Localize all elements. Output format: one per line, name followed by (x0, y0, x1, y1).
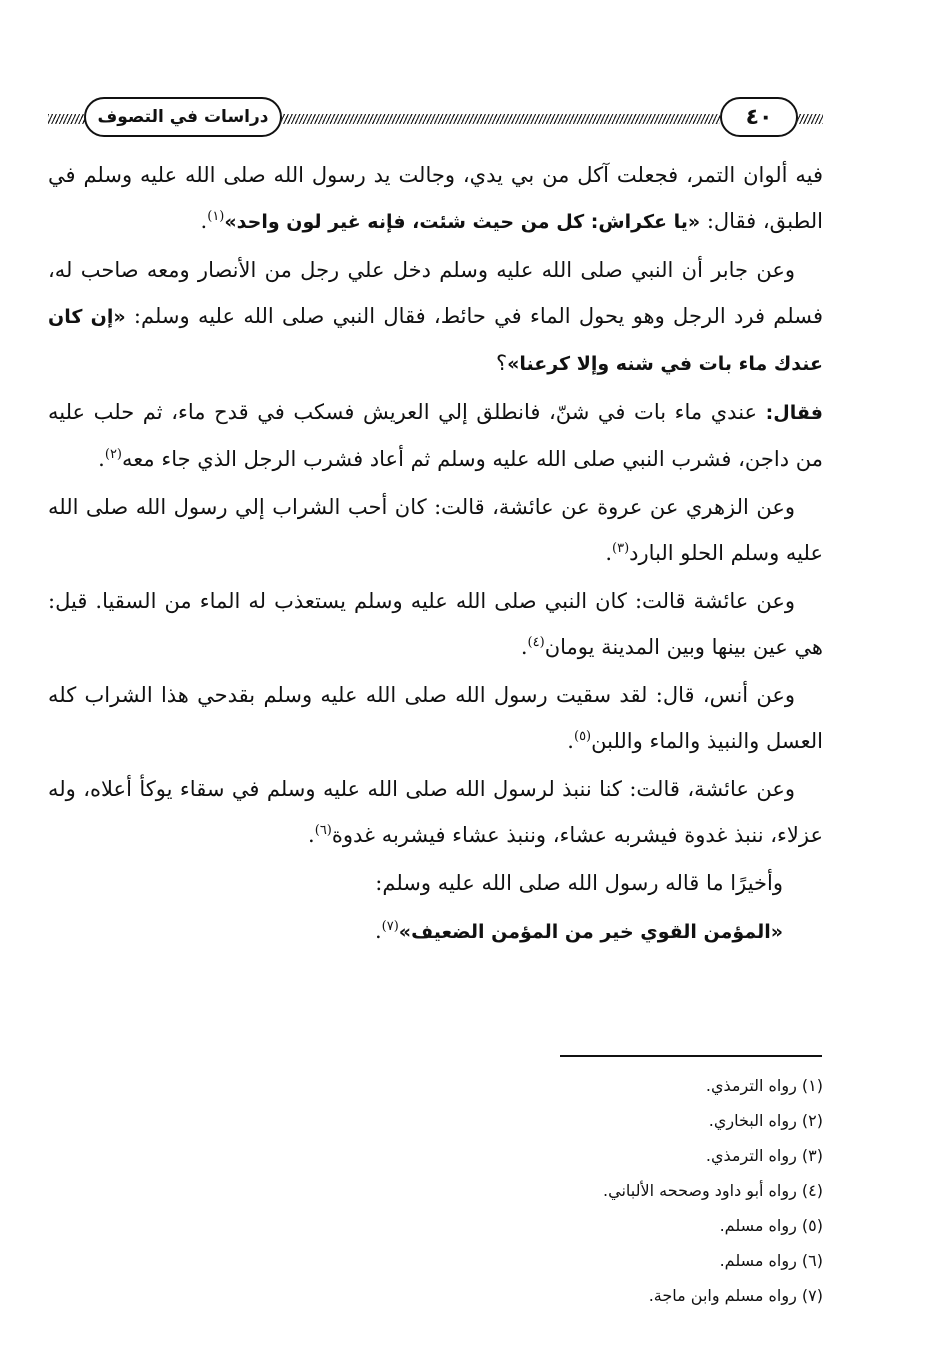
header-ornament-middle (280, 114, 720, 124)
footnote-ref: (١) (207, 209, 225, 224)
body-text (48, 152, 823, 957)
body-text-segment: ؟ (495, 351, 508, 375)
body-text-segment: وأخيرًا ما قاله رسول الله صلى الله عليه وسلم: (375, 871, 783, 895)
footnote-ref: (٤) (527, 635, 545, 650)
footnote-ref: (٢) (104, 447, 122, 462)
page-number: ٤٠ (745, 104, 773, 130)
quote-text: فقال: (765, 402, 823, 424)
body-text-segment: وعن عائشة قالت: كان النبي صلى الله عليه وسلم يستعذب له الماء من السقيا. قيل: هي عين بينها وبين المدينة يومان (48, 589, 823, 659)
quote-text: «إن كان عندك ماء بات في شنه وإلا كرعنا» (48, 306, 823, 375)
footnote-ref: (٧) (381, 919, 399, 934)
footnote-item: (٤) رواه أبو داود وصححه الألباني. (603, 1181, 823, 1200)
body-text-segment: . (374, 919, 382, 943)
footnote-item: (٥) رواه مسلم. (719, 1216, 823, 1235)
footnote-item: (٣) رواه الترمذي. (705, 1146, 823, 1165)
paragraph (48, 908, 823, 955)
book-title: دراسات في التصوف (97, 107, 269, 127)
body-text-segment: وعن عائشة، قالت: كنا ننبذ لرسول الله صلى الله عليه وسلم في سقاء يوكأ أعلاه، وله عزلاء، ننبذ غدوة فيشربه عشاء، وننبذ عشاء فيشربه غدوة (48, 777, 823, 847)
footnote-ref: (٦) (314, 823, 332, 838)
body-text-segment: . (567, 729, 574, 753)
body-text-segment: . (520, 635, 528, 659)
paragraph (48, 152, 823, 245)
footnote-separator (560, 1055, 822, 1057)
body-text-segment: وعن جابر أن النبي صلى الله عليه وسلم دخل علي رجل من الأنصار ومعه صاحب له، فسلم فرد الرجل وهو يحول الماء في حائط، فقال النبي صلى الله عليه وسلم: (48, 258, 823, 328)
body-text-segment: . (308, 823, 315, 847)
page-header (48, 92, 823, 142)
header-ornament-left (48, 114, 86, 124)
paragraph (48, 766, 823, 858)
book-title-frame (84, 97, 282, 137)
footnote-ref: (٣) (612, 541, 630, 556)
body-text-segment: . (200, 209, 208, 233)
paragraph (48, 578, 823, 670)
footnote-item: (١) رواه الترمذي. (705, 1076, 823, 1095)
paragraph (48, 860, 823, 906)
body-text-segment: عندي ماء بات في شنّ، فانطلق إلي العريش فسكب في قدح ماء، ثم حلب عليه من داجن، فشرب النبي صلى الله عليه وسلم ثم أعاد فشرب الرجل الذي جاء معه (48, 400, 823, 471)
quote-text: «يا عكراش: كل من حيث شئت، فإنه غير لون واحد» (224, 211, 701, 233)
body-text-segment: . (98, 447, 105, 471)
footnote-ref: (٥) (573, 729, 592, 744)
body-text-segment: وعن أنس، قال: لقد سقيت رسول الله صلى الله عليه وسلم بقدحي هذا الشراب كله العسل والنبيذ والماء واللبن (48, 683, 823, 753)
quote-text: «المؤمن القوي خير من المؤمن الضعيف» (398, 921, 783, 943)
footnotes (48, 1068, 823, 1313)
footnote-item: (٧) رواه مسلم وابن ماجة. (648, 1286, 823, 1305)
footnote-item: (٦) رواه مسلم. (719, 1251, 823, 1270)
body-text-segment: فيه ألوان التمر، فجعلت آكل من بي يدي، وجالت يد رسول الله صلى الله عليه وسلم في الطبق، فقال: (48, 163, 823, 233)
paragraph (48, 672, 823, 764)
header-ornament-right (796, 114, 823, 124)
body-text-segment: . (605, 541, 613, 565)
footnote-item: (٢) رواه البخاري. (708, 1111, 823, 1130)
paragraph (48, 247, 823, 387)
paragraph (48, 389, 823, 482)
body-text-segment: وعن الزهري عن عروة عن عائشة، قالت: كان أحب الشراب إلي رسول الله صلى الله عليه وسلم الحلو البارد (48, 495, 823, 565)
page-number-frame (720, 97, 798, 137)
paragraph (48, 484, 823, 576)
